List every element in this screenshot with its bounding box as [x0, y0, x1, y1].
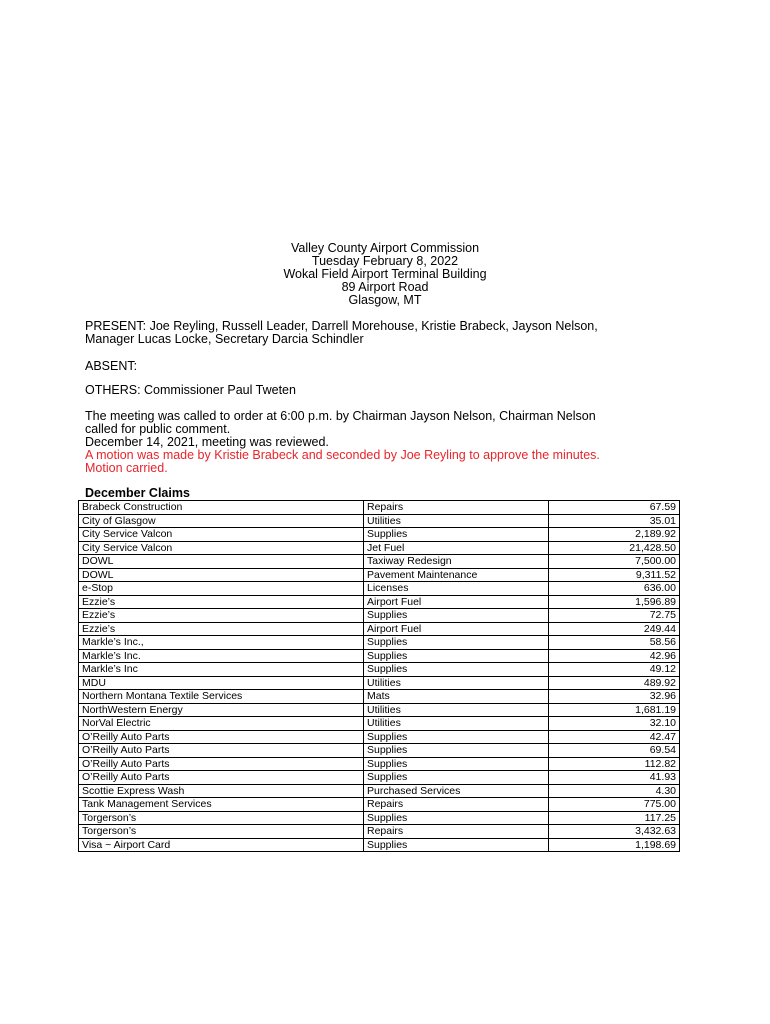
claim-vendor: NorVal Electric [79, 717, 364, 731]
meeting-header [0, 242, 770, 307]
table-row [79, 501, 680, 515]
table-row [79, 514, 680, 528]
claim-category: Supplies [364, 609, 549, 623]
claim-category: Repairs [364, 501, 549, 515]
motion-line-1: A motion was made by Kristie Brabeck and seconded by Joe Reyling to approve the minutes. [85, 448, 600, 462]
claim-vendor: MDU [79, 676, 364, 690]
claim-category: Utilities [364, 676, 549, 690]
claim-vendor: City Service Valcon [79, 541, 364, 555]
claim-amount: 21,428.50 [549, 541, 680, 555]
claim-category: Supplies [364, 771, 549, 785]
claim-amount: 249.44 [549, 622, 680, 636]
claim-vendor: DOWL [79, 555, 364, 569]
claim-vendor: Northern Montana Textile Services [79, 690, 364, 704]
table-row [79, 663, 680, 677]
minutes-reviewed: December 14, 2021, meeting was reviewed. [85, 435, 329, 449]
table-row [79, 528, 680, 542]
claim-vendor: Ezzie’s [79, 609, 364, 623]
claim-vendor: Scottie Express Wash [79, 784, 364, 798]
table-row [79, 784, 680, 798]
call-to-order-line-2: called for public comment. [85, 422, 231, 436]
claim-category: Mats [364, 690, 549, 704]
call-to-order-line-1: The meeting was called to order at 6:00 p.m. by Chairman Jayson Nelson, Chairman Nelson [85, 409, 596, 423]
claim-amount: 72.75 [549, 609, 680, 623]
table-row [79, 757, 680, 771]
claim-vendor: Brabeck Construction [79, 501, 364, 515]
claim-amount: 32.96 [549, 690, 680, 704]
table-row [79, 595, 680, 609]
table-row [79, 703, 680, 717]
claim-amount: 42.96 [549, 649, 680, 663]
claim-category: Licenses [364, 582, 549, 596]
claim-amount: 49.12 [549, 663, 680, 677]
claim-category: Supplies [364, 528, 549, 542]
claim-amount: 1,596.89 [549, 595, 680, 609]
claim-category: Supplies [364, 811, 549, 825]
absent-section: ABSENT: [85, 359, 138, 373]
org-name: Valley County Airport Commission [290, 241, 480, 255]
claim-category: Supplies [364, 838, 549, 852]
claim-category: Supplies [364, 757, 549, 771]
claim-amount: 41.93 [549, 771, 680, 785]
claim-category: Pavement Maintenance [364, 568, 549, 582]
table-row [79, 838, 680, 852]
claim-category: Supplies [364, 649, 549, 663]
table-row [79, 717, 680, 731]
claim-vendor: Torgerson’s [79, 825, 364, 839]
claim-vendor: Markle’s Inc., [79, 636, 364, 650]
claim-amount: 775.00 [549, 798, 680, 812]
claim-amount: 112.82 [549, 757, 680, 771]
claim-category: Supplies [364, 730, 549, 744]
claim-category: Repairs [364, 798, 549, 812]
claim-amount: 1,681.19 [549, 703, 680, 717]
claim-category: Airport Fuel [364, 595, 549, 609]
table-row [79, 649, 680, 663]
meeting-city: Glasgow, MT [348, 293, 422, 307]
claim-category: Utilities [364, 514, 549, 528]
claim-amount: 42.47 [549, 730, 680, 744]
present-line-1: PRESENT: Joe Reyling, Russell Leader, Darrell Morehouse, Kristie Brabeck, Jayson Nelson, [85, 319, 598, 333]
claim-vendor: Tank Management Services [79, 798, 364, 812]
claim-amount: 9,311.52 [549, 568, 680, 582]
meeting-address: 89 Airport Road [341, 280, 429, 294]
claim-category: Jet Fuel [364, 541, 549, 555]
table-row [79, 730, 680, 744]
claims-table [78, 500, 680, 852]
claim-amount: 58.56 [549, 636, 680, 650]
claim-amount: 7,500.00 [549, 555, 680, 569]
table-row [79, 690, 680, 704]
claim-category: Repairs [364, 825, 549, 839]
claim-category: Supplies [364, 744, 549, 758]
table-row [79, 676, 680, 690]
claim-category: Supplies [364, 663, 549, 677]
claim-category: Taxiway Redesign [364, 555, 549, 569]
claim-vendor: e-Stop [79, 582, 364, 596]
claim-vendor: Torgerson’s [79, 811, 364, 825]
table-row [79, 771, 680, 785]
claim-vendor: City Service Valcon [79, 528, 364, 542]
table-row [79, 744, 680, 758]
table-row [79, 811, 680, 825]
claim-vendor: NorthWestern Energy [79, 703, 364, 717]
claims-title: December Claims [85, 486, 190, 500]
claim-amount: 35.01 [549, 514, 680, 528]
claim-amount: 32.10 [549, 717, 680, 731]
claim-amount: 4.30 [549, 784, 680, 798]
claim-amount: 1,198.69 [549, 838, 680, 852]
claim-vendor: Markle’s Inc. [79, 649, 364, 663]
claim-amount: 3,432.63 [549, 825, 680, 839]
table-row [79, 609, 680, 623]
table-row [79, 541, 680, 555]
claim-vendor: Visa ~ Airport Card [79, 838, 364, 852]
claim-vendor: Ezzie’s [79, 622, 364, 636]
others-section: OTHERS: Commissioner Paul Tweten [85, 383, 296, 397]
table-row [79, 825, 680, 839]
table-row [79, 568, 680, 582]
claim-category: Supplies [364, 636, 549, 650]
claim-vendor: Ezzie’s [79, 595, 364, 609]
claim-amount: 117.25 [549, 811, 680, 825]
motion-line-2: Motion carried. [85, 461, 168, 475]
table-row [79, 798, 680, 812]
claim-vendor: O’Reilly Auto Parts [79, 757, 364, 771]
claim-category: Utilities [364, 717, 549, 731]
claim-amount: 2,189.92 [549, 528, 680, 542]
claim-vendor: Markle’s Inc [79, 663, 364, 677]
claim-amount: 69.54 [549, 744, 680, 758]
meeting-location: Wokal Field Airport Terminal Building [283, 267, 487, 281]
claim-vendor: O’Reilly Auto Parts [79, 730, 364, 744]
present-line-2: Manager Lucas Locke, Secretary Darcia Schindler [85, 332, 364, 346]
minutes-section [85, 410, 685, 475]
claim-amount: 636.00 [549, 582, 680, 596]
table-row [79, 636, 680, 650]
claim-vendor: DOWL [79, 568, 364, 582]
claim-category: Airport Fuel [364, 622, 549, 636]
claim-vendor: O’Reilly Auto Parts [79, 771, 364, 785]
claim-category: Purchased Services [364, 784, 549, 798]
table-row [79, 622, 680, 636]
claim-amount: 67.59 [549, 501, 680, 515]
present-section [85, 320, 685, 346]
table-row [79, 582, 680, 596]
meeting-date: Tuesday February 8, 2022 [311, 254, 459, 268]
table-row [79, 555, 680, 569]
claim-vendor: O’Reilly Auto Parts [79, 744, 364, 758]
claim-category: Utilities [364, 703, 549, 717]
claim-vendor: City of Glasgow [79, 514, 364, 528]
claim-amount: 489.92 [549, 676, 680, 690]
